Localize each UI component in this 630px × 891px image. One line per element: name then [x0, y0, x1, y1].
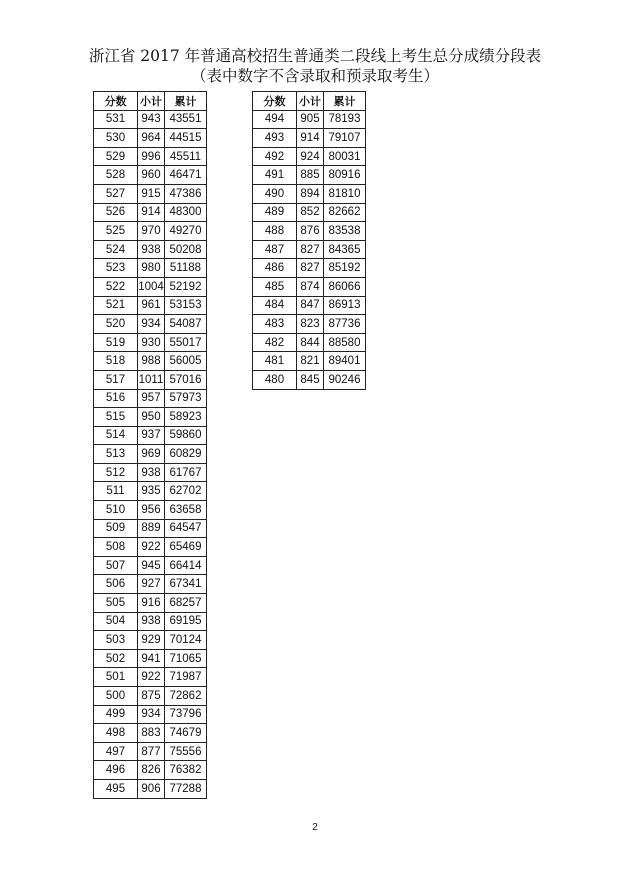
- cell-score: 492: [253, 147, 297, 166]
- cell-cumulative: 71065: [165, 649, 207, 668]
- cell-subtotal: 980: [138, 259, 165, 278]
- cell-cumulative: 56005: [165, 352, 207, 371]
- header-cumulative: 累计: [324, 92, 366, 111]
- page-number: 2: [312, 822, 318, 833]
- cell-score: 518: [94, 352, 138, 371]
- cell-score: 512: [94, 463, 138, 482]
- cell-cumulative: 70124: [165, 631, 207, 650]
- table-row: [253, 184, 366, 203]
- table-row: [94, 184, 207, 203]
- cell-cumulative: 62702: [165, 482, 207, 501]
- cell-subtotal: 960: [138, 166, 165, 185]
- cell-subtotal: 930: [138, 333, 165, 352]
- cell-cumulative: 52192: [165, 277, 207, 296]
- cell-subtotal: 827: [297, 259, 324, 278]
- cell-subtotal: 845: [297, 370, 324, 389]
- cell-cumulative: 87736: [324, 315, 366, 334]
- table-row: [94, 352, 207, 371]
- cell-score: 494: [253, 110, 297, 129]
- cell-subtotal: 852: [297, 203, 324, 222]
- table-row: [94, 203, 207, 222]
- cell-score: 491: [253, 166, 297, 185]
- cell-subtotal: 821: [297, 352, 324, 371]
- cell-subtotal: 922: [138, 668, 165, 687]
- cell-score: 481: [253, 352, 297, 371]
- cell-score: 488: [253, 222, 297, 241]
- table-row: [94, 538, 207, 557]
- cell-subtotal: 894: [297, 184, 324, 203]
- table-row: [253, 222, 366, 241]
- table-row: [94, 742, 207, 761]
- table-row: [94, 296, 207, 315]
- cell-cumulative: 71987: [165, 668, 207, 687]
- cell-subtotal: 929: [138, 631, 165, 650]
- header-cumulative: 累计: [165, 92, 207, 111]
- cell-score: 493: [253, 129, 297, 148]
- table-row: [94, 482, 207, 501]
- table-row: [94, 445, 207, 464]
- table-row: [94, 631, 207, 650]
- cell-subtotal: 1011: [138, 370, 165, 389]
- cell-score: 519: [94, 333, 138, 352]
- cell-score: 485: [253, 277, 297, 296]
- cell-score: 484: [253, 296, 297, 315]
- cell-cumulative: 69195: [165, 612, 207, 631]
- cell-score: 496: [94, 761, 138, 780]
- cell-score: 504: [94, 612, 138, 631]
- cell-subtotal: 1004: [138, 277, 165, 296]
- cell-score: 511: [94, 482, 138, 501]
- cell-subtotal: 844: [297, 333, 324, 352]
- table-header-row: [94, 92, 207, 111]
- cell-cumulative: 60829: [165, 445, 207, 464]
- cell-subtotal: 826: [138, 761, 165, 780]
- cell-score: 509: [94, 519, 138, 538]
- cell-subtotal: 914: [138, 203, 165, 222]
- cell-cumulative: 82662: [324, 203, 366, 222]
- cell-score: 497: [94, 742, 138, 761]
- cell-cumulative: 59860: [165, 426, 207, 445]
- cell-cumulative: 65469: [165, 538, 207, 557]
- cell-subtotal: 934: [138, 705, 165, 724]
- cell-score: 516: [94, 389, 138, 408]
- table-row: [253, 333, 366, 352]
- cell-cumulative: 47386: [165, 184, 207, 203]
- cell-subtotal: 914: [297, 129, 324, 148]
- table-row: [94, 389, 207, 408]
- cell-score: 499: [94, 705, 138, 724]
- cell-score: 513: [94, 445, 138, 464]
- table-row: [94, 259, 207, 278]
- cell-cumulative: 78193: [324, 110, 366, 129]
- table-row: [94, 277, 207, 296]
- cell-cumulative: 46471: [165, 166, 207, 185]
- cell-subtotal: 964: [138, 129, 165, 148]
- cell-cumulative: 74679: [165, 724, 207, 743]
- score-table-left: [93, 91, 207, 799]
- cell-subtotal: 970: [138, 222, 165, 241]
- table-row: [94, 315, 207, 334]
- cell-cumulative: 80916: [324, 166, 366, 185]
- table-row: [94, 110, 207, 129]
- cell-subtotal: 938: [138, 240, 165, 259]
- cell-subtotal: 969: [138, 445, 165, 464]
- cell-subtotal: 922: [138, 538, 165, 557]
- table-row: [94, 779, 207, 798]
- cell-cumulative: 66414: [165, 556, 207, 575]
- cell-subtotal: 935: [138, 482, 165, 501]
- cell-subtotal: 927: [138, 575, 165, 594]
- cell-subtotal: 915: [138, 184, 165, 203]
- cell-score: 508: [94, 538, 138, 557]
- cell-cumulative: 76382: [165, 761, 207, 780]
- cell-score: 489: [253, 203, 297, 222]
- cell-cumulative: 86913: [324, 296, 366, 315]
- cell-subtotal: 905: [297, 110, 324, 129]
- cell-subtotal: 996: [138, 147, 165, 166]
- cell-score: 529: [94, 147, 138, 166]
- cell-score: 482: [253, 333, 297, 352]
- cell-subtotal: 945: [138, 556, 165, 575]
- cell-cumulative: 72862: [165, 687, 207, 706]
- cell-subtotal: 950: [138, 408, 165, 427]
- cell-cumulative: 55017: [165, 333, 207, 352]
- cell-score: 517: [94, 370, 138, 389]
- table-row: [253, 352, 366, 371]
- cell-score: 503: [94, 631, 138, 650]
- cell-score: 505: [94, 594, 138, 613]
- table-row: [94, 649, 207, 668]
- cell-cumulative: 68257: [165, 594, 207, 613]
- table-row: [253, 129, 366, 148]
- table-row: [253, 147, 366, 166]
- cell-cumulative: 81810: [324, 184, 366, 203]
- cell-cumulative: 89401: [324, 352, 366, 371]
- cell-subtotal: 847: [297, 296, 324, 315]
- cell-cumulative: 83538: [324, 222, 366, 241]
- cell-cumulative: 45511: [165, 147, 207, 166]
- cell-score: 515: [94, 408, 138, 427]
- header-subtotal: 小计: [297, 92, 324, 111]
- table-header-row: [253, 92, 366, 111]
- table-row: [94, 463, 207, 482]
- cell-subtotal: 988: [138, 352, 165, 371]
- cell-score: 524: [94, 240, 138, 259]
- table-row: [94, 408, 207, 427]
- cell-subtotal: 876: [297, 222, 324, 241]
- cell-cumulative: 44515: [165, 129, 207, 148]
- cell-subtotal: 916: [138, 594, 165, 613]
- cell-score: 523: [94, 259, 138, 278]
- table-row: [94, 575, 207, 594]
- cell-cumulative: 63658: [165, 501, 207, 520]
- score-table-right: [252, 91, 366, 390]
- table-row: [253, 203, 366, 222]
- table-row: [94, 519, 207, 538]
- cell-subtotal: 957: [138, 389, 165, 408]
- cell-score: 521: [94, 296, 138, 315]
- cell-cumulative: 57016: [165, 370, 207, 389]
- cell-subtotal: 883: [138, 724, 165, 743]
- table-row: [94, 370, 207, 389]
- cell-cumulative: 43551: [165, 110, 207, 129]
- cell-subtotal: 938: [138, 463, 165, 482]
- table-row: [94, 166, 207, 185]
- cell-cumulative: 84365: [324, 240, 366, 259]
- cell-subtotal: 906: [138, 779, 165, 798]
- cell-score: 507: [94, 556, 138, 575]
- cell-subtotal: 875: [138, 687, 165, 706]
- cell-subtotal: 823: [297, 315, 324, 334]
- cell-subtotal: 924: [297, 147, 324, 166]
- table-row: [253, 370, 366, 389]
- cell-subtotal: 961: [138, 296, 165, 315]
- table-row: [94, 556, 207, 575]
- cell-subtotal: 874: [297, 277, 324, 296]
- cell-subtotal: 934: [138, 315, 165, 334]
- cell-cumulative: 67341: [165, 575, 207, 594]
- cell-score: 530: [94, 129, 138, 148]
- table-row: [253, 259, 366, 278]
- header-score: 分数: [94, 92, 138, 111]
- cell-cumulative: 88580: [324, 333, 366, 352]
- table-row: [94, 724, 207, 743]
- table-row: [94, 594, 207, 613]
- cell-score: 495: [94, 779, 138, 798]
- table-row: [94, 761, 207, 780]
- cell-cumulative: 85192: [324, 259, 366, 278]
- cell-score: 522: [94, 277, 138, 296]
- table-row: [94, 668, 207, 687]
- cell-subtotal: 827: [297, 240, 324, 259]
- table-row: [94, 240, 207, 259]
- cell-cumulative: 90246: [324, 370, 366, 389]
- table-row: [253, 277, 366, 296]
- cell-score: 480: [253, 370, 297, 389]
- cell-cumulative: 75556: [165, 742, 207, 761]
- cell-cumulative: 48300: [165, 203, 207, 222]
- table-row: [94, 501, 207, 520]
- cell-cumulative: 49270: [165, 222, 207, 241]
- cell-score: 498: [94, 724, 138, 743]
- table-row: [94, 705, 207, 724]
- cell-score: 525: [94, 222, 138, 241]
- table-row: [94, 687, 207, 706]
- cell-cumulative: 61767: [165, 463, 207, 482]
- cell-subtotal: 889: [138, 519, 165, 538]
- table-row: [94, 333, 207, 352]
- cell-score: 520: [94, 315, 138, 334]
- cell-score: 510: [94, 501, 138, 520]
- cell-score: 531: [94, 110, 138, 129]
- header-score: 分数: [253, 92, 297, 111]
- cell-score: 506: [94, 575, 138, 594]
- table-row: [94, 426, 207, 445]
- cell-score: 486: [253, 259, 297, 278]
- cell-score: 528: [94, 166, 138, 185]
- cell-cumulative: 73796: [165, 705, 207, 724]
- cell-cumulative: 79107: [324, 129, 366, 148]
- cell-subtotal: 938: [138, 612, 165, 631]
- cell-score: 502: [94, 649, 138, 668]
- cell-cumulative: 86066: [324, 277, 366, 296]
- cell-subtotal: 943: [138, 110, 165, 129]
- cell-score: 490: [253, 184, 297, 203]
- cell-cumulative: 54087: [165, 315, 207, 334]
- cell-cumulative: 64547: [165, 519, 207, 538]
- cell-score: 483: [253, 315, 297, 334]
- cell-score: 500: [94, 687, 138, 706]
- cell-score: 527: [94, 184, 138, 203]
- document-subtitle: （表中数字不含录取和预录取考生）: [190, 67, 439, 85]
- cell-cumulative: 50208: [165, 240, 207, 259]
- cell-cumulative: 57973: [165, 389, 207, 408]
- table-row: [253, 296, 366, 315]
- table-row: [94, 147, 207, 166]
- cell-score: 501: [94, 668, 138, 687]
- document-title: 浙江省 2017 年普通高校招生普通类二段线上考生总分成绩分段表: [88, 47, 542, 65]
- cell-subtotal: 885: [297, 166, 324, 185]
- table-row: [253, 240, 366, 259]
- table-row: [94, 612, 207, 631]
- cell-cumulative: 58923: [165, 408, 207, 427]
- cell-score: 487: [253, 240, 297, 259]
- header-subtotal: 小计: [138, 92, 165, 111]
- cell-cumulative: 53153: [165, 296, 207, 315]
- cell-cumulative: 51188: [165, 259, 207, 278]
- cell-cumulative: 80031: [324, 147, 366, 166]
- cell-subtotal: 877: [138, 742, 165, 761]
- table-row: [253, 315, 366, 334]
- cell-score: 526: [94, 203, 138, 222]
- cell-cumulative: 77288: [165, 779, 207, 798]
- cell-subtotal: 941: [138, 649, 165, 668]
- cell-score: 514: [94, 426, 138, 445]
- table-row: [253, 110, 366, 129]
- table-row: [253, 166, 366, 185]
- table-row: [94, 129, 207, 148]
- table-row: [94, 222, 207, 241]
- cell-subtotal: 937: [138, 426, 165, 445]
- cell-subtotal: 956: [138, 501, 165, 520]
